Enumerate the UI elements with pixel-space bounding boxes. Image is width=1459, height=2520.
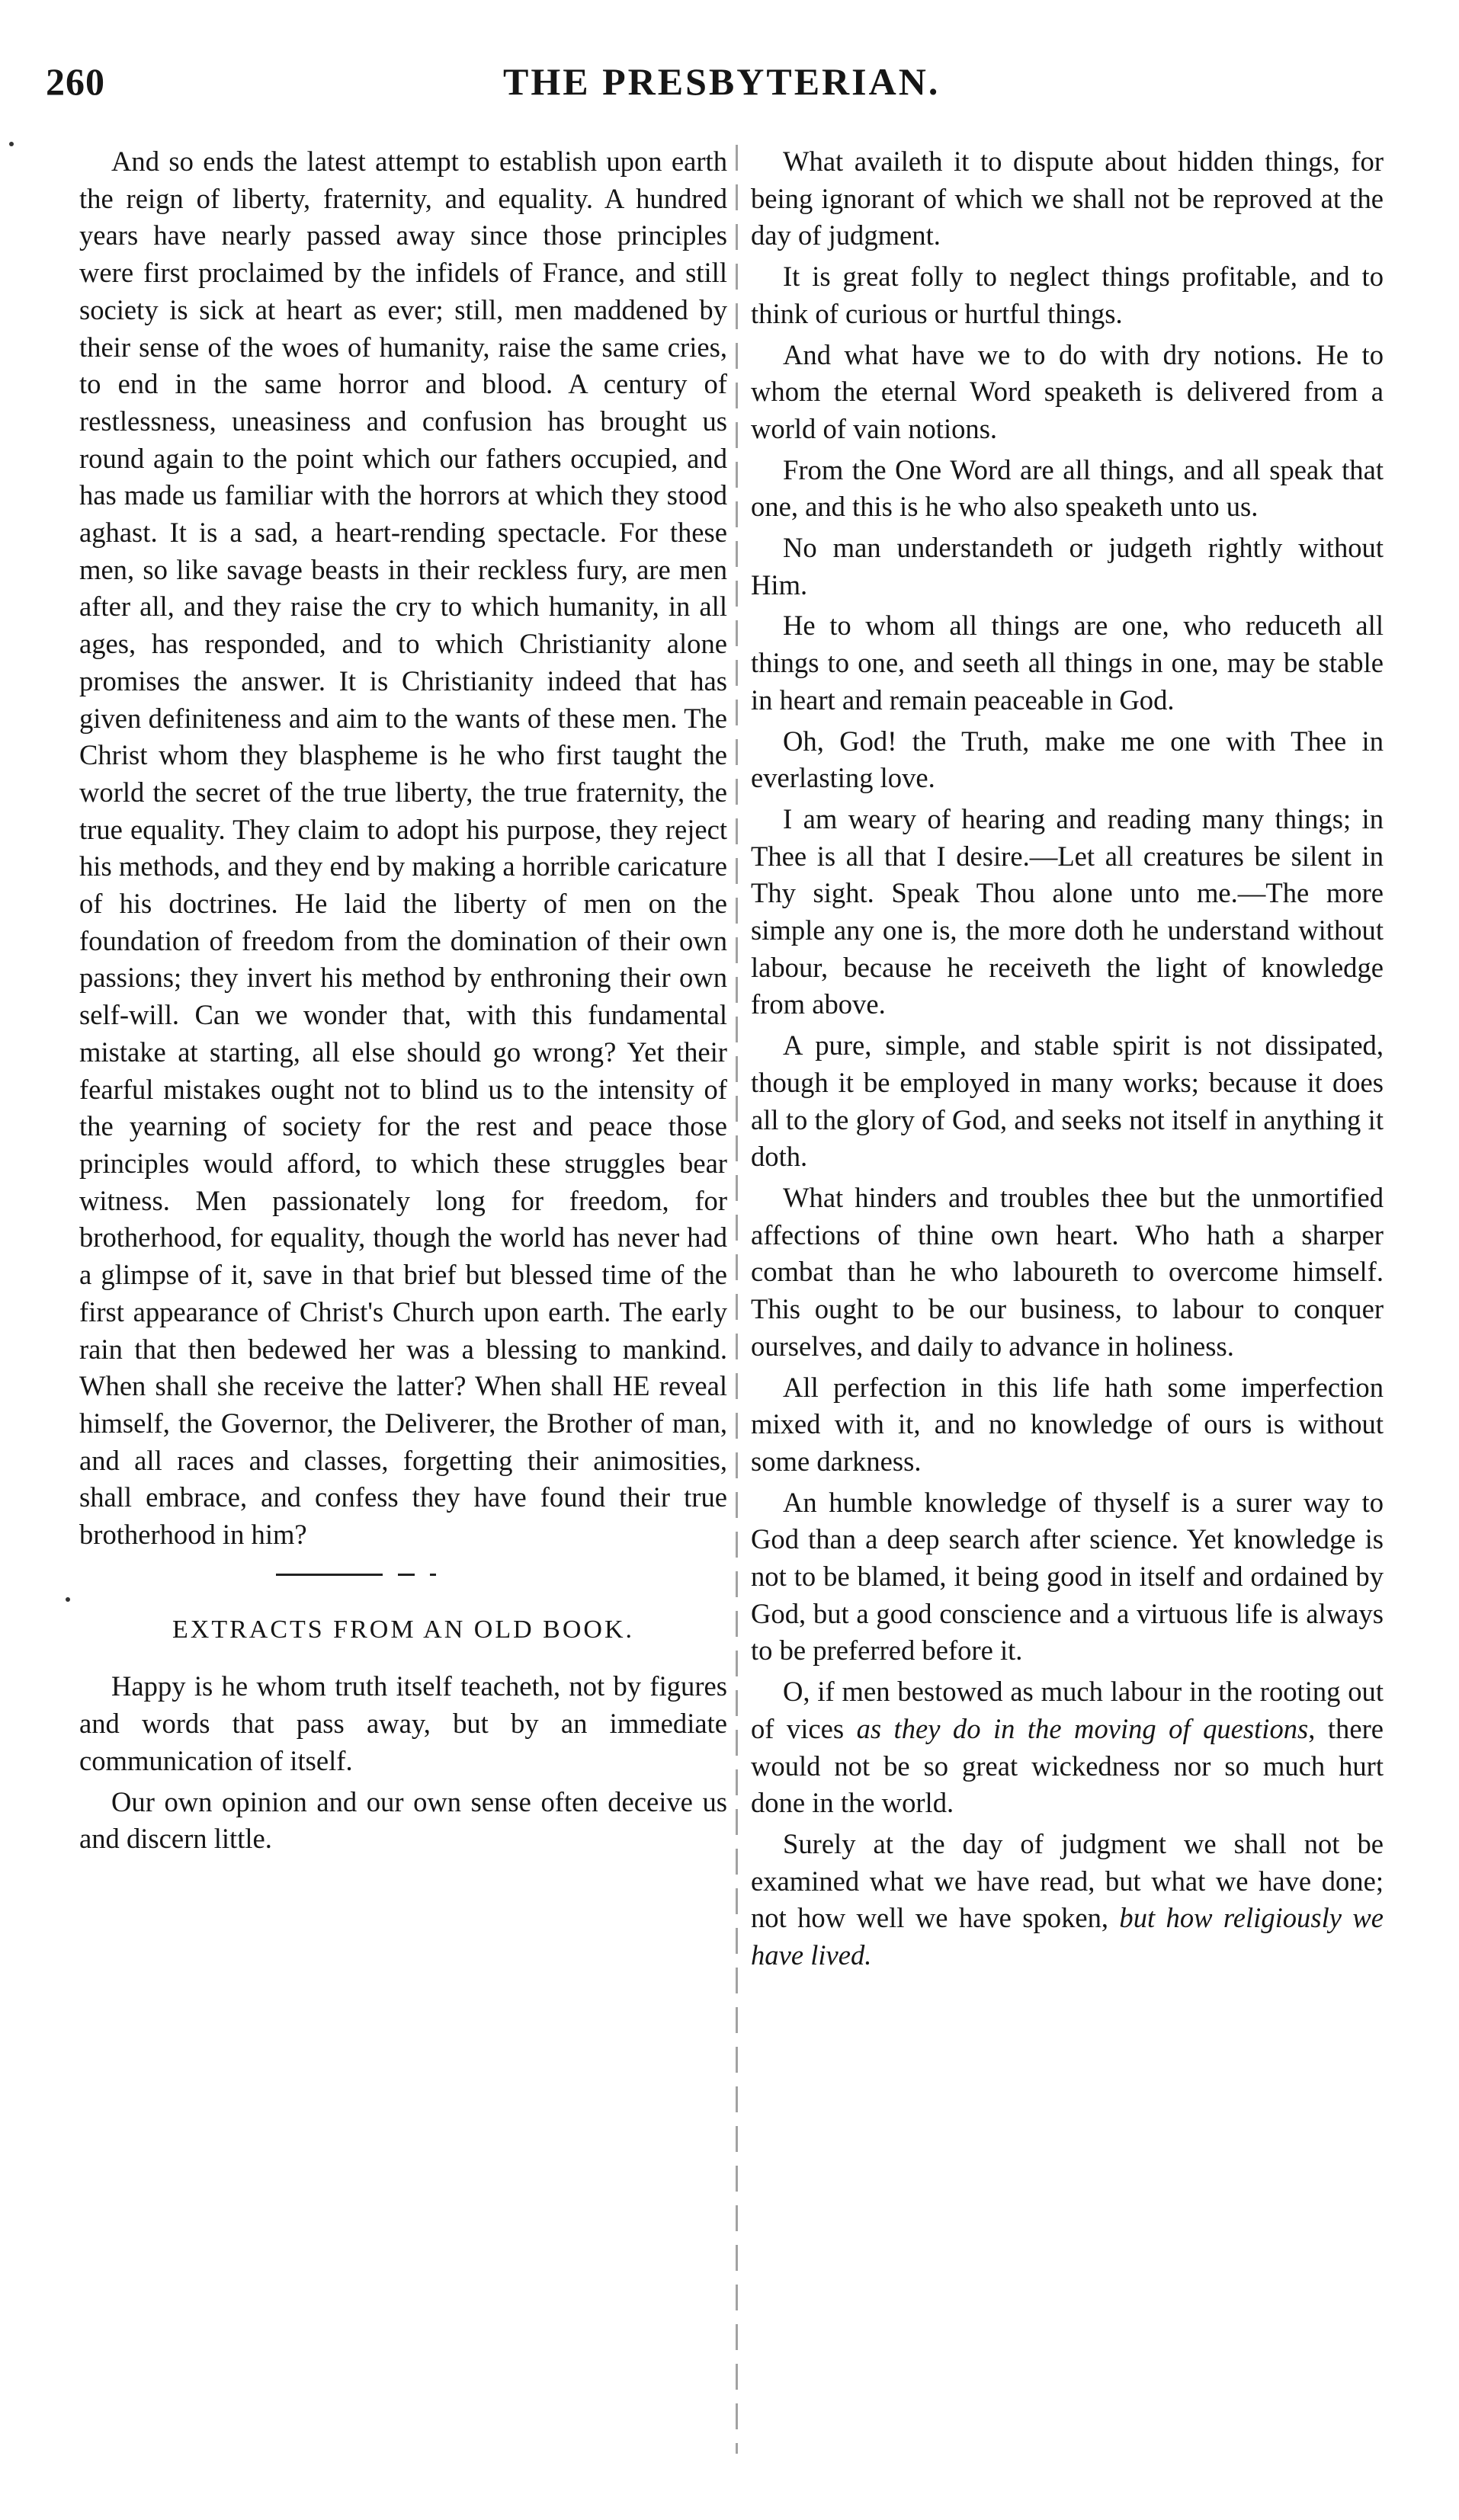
vices-paragraph (751, 1673, 1384, 1822)
extract-paragraph: Our own opinion and our own sense often deceive us and discern little. (79, 1785, 727, 1855)
vices-italic-text: as they do in the moving of questions (856, 1712, 1309, 1744)
judgment-paragraph (751, 1826, 1384, 1974)
extract-paragraph: Happy is he whom truth itself teacheth, not by figures and words that pass away, but by an immediate communication of itself. (79, 1670, 727, 1776)
section-divider (79, 1554, 727, 1607)
extract-paragraph: An humble knowledge of thyself is a surer way to God than a deep search after science. Yet knowledge is not to be blamed, it being good in itself and ordained by God, but a good conscience and a virtuous life is always to be preferred before it. (751, 1486, 1384, 1667)
vices-text-before: O, if men bestowed as much labour in the rooting out of vices (751, 1676, 1384, 1744)
extract-paragraph: I am weary of hearing and reading many things; in Thee is all that I desire.—Let all creatures be silent in Thy sight. Speak Thou alone unto me.—The more simple any one is, the more doth he understand without labour, because he receiveth the light of knowledge from above. (751, 802, 1384, 1020)
extract-paragraph: What availeth it to dispute about hidden things, for being ignorant of which we shall not be reproved at the day of judgment. (751, 146, 1384, 251)
divider-dot (430, 1574, 436, 1576)
scan-speck (9, 142, 14, 146)
extract-paragraph: He to whom all things are one, who reduceth all things to one, and seeth all things in one, may be stable in heart and remain peaceable in God. (751, 610, 1384, 716)
extract-paragraph: And what have we to do with dry notions. He to whom the eternal Word speaketh is delivered from a world of vain notions. (751, 338, 1384, 444)
divider-rule (276, 1574, 383, 1576)
judgment-italic-text: but how religiously we have lived. (751, 1902, 1384, 1971)
judgment-text-before: Surely at the day of judgment we shall not be examined what we have read, but what we have done; not how well we have spoken, (751, 1827, 1384, 1934)
running-title: THE PRESBYTERIAN. (503, 60, 941, 103)
extract-paragraph: Oh, God! the Truth, make me one with Thee in everlasting love. (751, 725, 1384, 794)
extract-paragraph: From the One Word are all things, and all speak that one, and this is he who also speaketh unto us. (751, 453, 1384, 523)
page-number: 260 (46, 60, 105, 103)
column-gutter-rule (736, 145, 738, 2454)
extract-paragraph: A pure, simple, and stable spirit is not dissipated, though it be employed in many works; because it does all to the glory of God, and seeks not itself in anything it doth. (751, 1029, 1384, 1173)
right-column (751, 143, 1384, 1978)
essay-paragraph: And so ends the latest attempt to establish upon earth the reign of liberty, fraternity, and equality. A hundred years have nearly passed away since those principles were first proclaimed by the infidels of France, and still society is sick at heart as ever; still, men maddened by their sense of the woes of humanity, raise the same cries, to end in the same horror and blood. A century of restlessness, uneasiness and confusion has brought us round again to the point which our fathers occupied, and has made us familiar with the horrors at which they stood aghast. It is a sad, a heart-rending spectacle. For these men, so like savage beasts in their reckless fury, are men after all, and they raise the cry to which humanity, in all ages, has responded, and to which Christianity alone promises the answer. It is Christianity indeed that has given definiteness and aim to the wants of these men. The Christ whom they blaspheme is he who first taught the world the secret of the true liberty, the true fraternity, the true equality. They claim to adopt his purpose, they reject his methods, and they end by making a horrible caricature of his doctrines. He laid the liberty of men on the foundation of freedom from the domination of their own passions; they invert his method by enthroning their own self-will. Can we wonder that, with this fundamental mistake at starting, all else should go wrong? Yet their fearful mistakes ought not to blind us to the intensity of the yearning of society for the rest and peace those principles would afford, to which these struggles bear witness. Men passionately long for freedom, for brotherhood, for equality, though the world has never had a glimpse of it, save in that brief but blessed time of the first appearance of Christ's Church upon earth. The early rain that then bedewed her was a blessing to mankind. When shall she receive the latter? When shall HE reveal himself, the Governor, the Deliverer, the Brother of man, and all races and classes, forgetting their animosities, shall embrace, and confess they have found their true brotherhood in him? (79, 146, 727, 1551)
vices-text-after: , there would not be so great wickedness nor so much hurt done in the world. (751, 1712, 1384, 1819)
scan-speck (66, 1597, 70, 1602)
extract-paragraph: What hinders and troubles thee but the unmortified affections of thine own heart. Who hath a sharper combat than he who laboureth to overcome himself. This ought to be our business, to labour to conquer ourselves, and daily to advance in holiness. (751, 1181, 1384, 1362)
section-heading: EXTRACTS FROM AN OLD BOOK. (172, 1615, 634, 1644)
extract-paragraph: It is great folly to neglect things profitable, and to think of curious or hurtful things. (751, 261, 1384, 329)
extract-paragraph: All perfection in this life hath some imperfection mixed with it, and no knowledge of ours is without some darkness. (751, 1371, 1384, 1477)
left-column (79, 143, 727, 1862)
divider-dash (398, 1574, 415, 1576)
extract-paragraph: No man understandeth or judgeth rightly without Him. (751, 532, 1384, 600)
